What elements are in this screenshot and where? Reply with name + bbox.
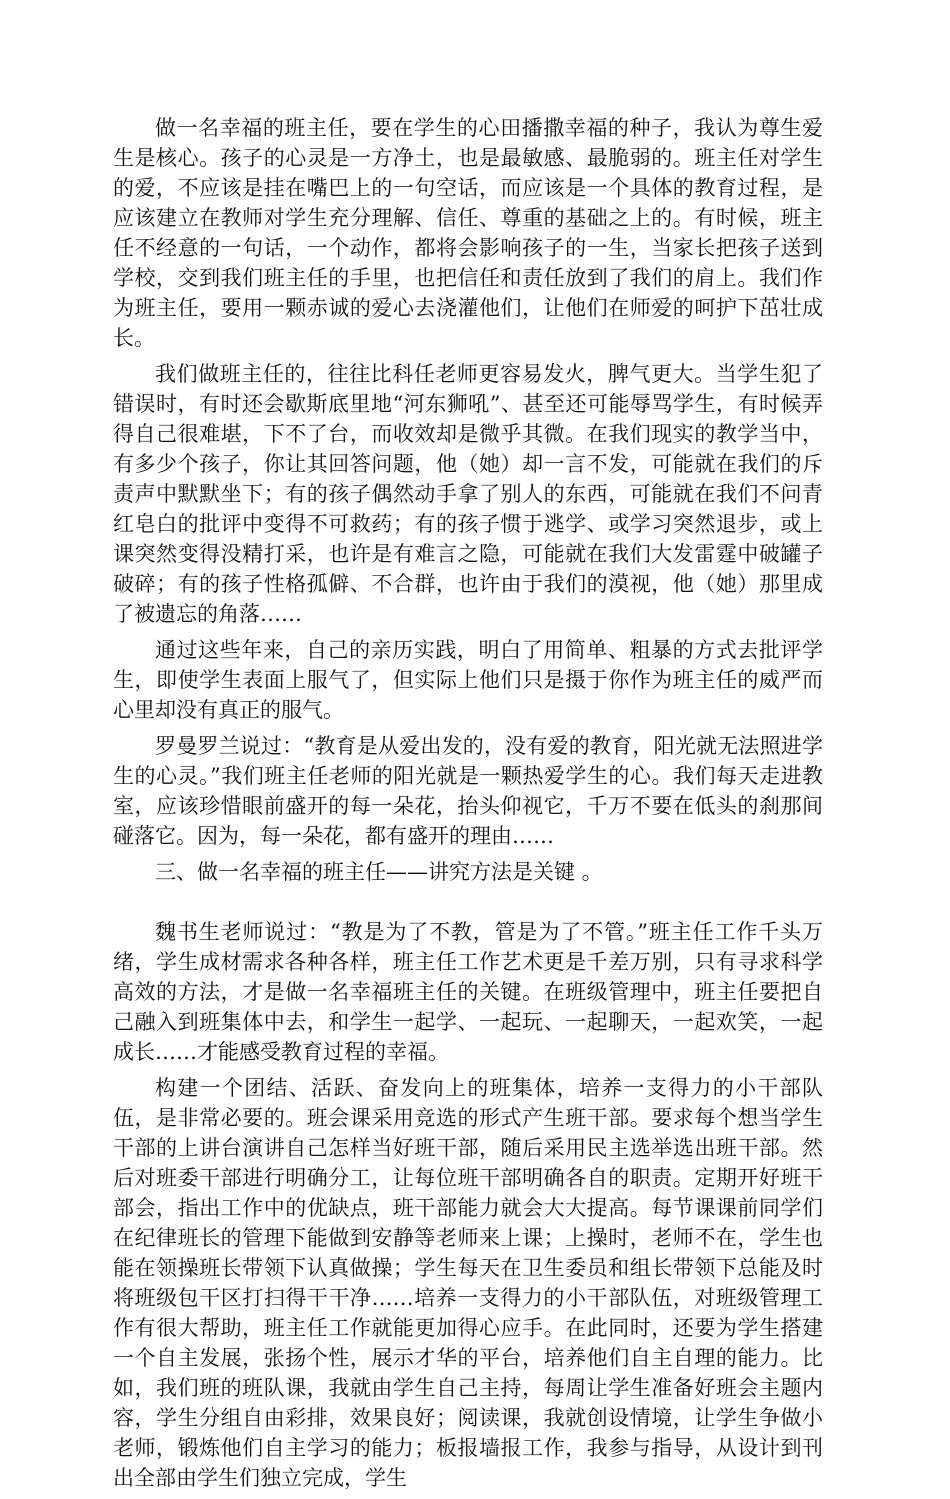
paragraph-respect-students: 做一名幸福的班主任，要在学生的心田播撒幸福的种子，我认为尊生爱生是核心。孩子的心灵是一方净土，也是最敏感、最脆弱的。班主任对学生的爱，不应该是挂在嘴巴上的一句空话，而应该是一个具体的教育过程，是应该建立在教师对学生充分理解、信任、尊重的基础之上的。有时候，班主任不经意的一句话，一个动作，都将会影响孩子的一生，当家长把孩子送到学校，交到我们班主任的手里，也把信任和责任放到了我们的肩上。我们作为班主任，要用一颗赤诚的爱心去浇灌他们，让他们在师爱的呵护下茁壮成长。 (113, 116, 823, 350)
section-heading: 三、做一名幸福的班主任——讲究方法是关键 。 (155, 860, 603, 884)
paragraph-romain-rolland-quote: 罗曼罗兰说过：“教育是从爱出发的，没有爱的教育，阳光就无法照进学生的心灵。”我们班主任老师的阳光就是一颗热爱学生的心。我们每天走进教室，应该珍惜眼前盛开的每一朵花，抬头仰视它，千万不要在低头的刹那间碰落它。因为，每一朵花，都有盛开的理由…… (113, 734, 823, 848)
paragraph-wei-shusheng-quote: 魏书生老师说过：“教是为了不教，管是为了不管。”班主任工作千头万绪，学生成材需求各种各样，班主任工作艺术更是千差万别，只有寻求科学高效的方法，才是做一名幸福班主任的关键。在班级管理中，班主任要把自己融入到班集体中去，和学生一起学、一起玩、一起聊天，一起欢笑，一起成长……才能感受教育过程的幸福。 (113, 920, 823, 1064)
document-page (113, 113, 823, 1499)
paragraph-temper: 我们做班主任的，往往比科任老师更容易发火，脾气更大。当学生犯了错误时，有时还会歇斯底里地“河东狮吼”、甚至还可能辱骂学生，有时候弄得自己很难堪，下不了台，而收效却是微乎其微。在我们现实的教学当中，有多少个孩子，你让其回答问题，他（她）却一言不发，可能就在我们的斥责声中默默坐下；有的孩子偶然动手拿了别人的东西，可能就在我们不问青红皂白的批评中变得不可救药；有的孩子惯于逃学、或学习突然退步，或上课突然变得没精打采，也许是有难言之隐，可能就在我们大发雷霆中破罐子破碎；有的孩子性格孤僻、不合群，也许由于我们的漠视，他（她）那里成了被遗忘的角落…… (113, 362, 823, 626)
section-spacer (113, 887, 823, 917)
paragraph-experience: 通过这些年来，自己的亲历实践，明白了用简单、粗暴的方式去批评学生，即使学生表面上服气了，但实际上他们只是摄于你作为班主任的威严而心里却没有真正的服气。 (113, 638, 823, 722)
paragraph-class-cadres: 构建一个团结、活跃、奋发向上的班集体，培养一支得力的小干部队伍，是非常必要的。班会课采用竞选的形式产生班干部。要求每个想当学生干部的上讲台演讲自己怎样当好班干部，随后采用民主选举选出班干部。然后对班委干部进行明确分工，让每位班干部明确各自的职责。定期开好班干部会，指出工作中的优缺点，班干部能力就会大大提高。每节课课前同学们在纪律班长的管理下能做到安静等老师来上课；上操时，老师不在，学生也能在领操班长带领下认真做操；学生每天在卫生委员和组长带领下总能及时将班级包干区打扫得干干净……培养一支得力的小干部队伍，对班级管理工作有很大帮助，班主任工作就能更加得心应手。在此同时，还要为学生搭建一个自主发展，张扬个性，展示才华的平台，培养他们自主自理的能力。比如，我们班的班队课，我就由学生自己主持，每周让学生准备好班会主题内容，学生分组自由彩排，效果良好；阅读课，我就创设情境，让学生争做小老师，锻炼他们自主学习的能力；板报墙报工作，我参与指导，从设计到刊出全部由学生们独立完成，学生 (113, 1076, 823, 1490)
